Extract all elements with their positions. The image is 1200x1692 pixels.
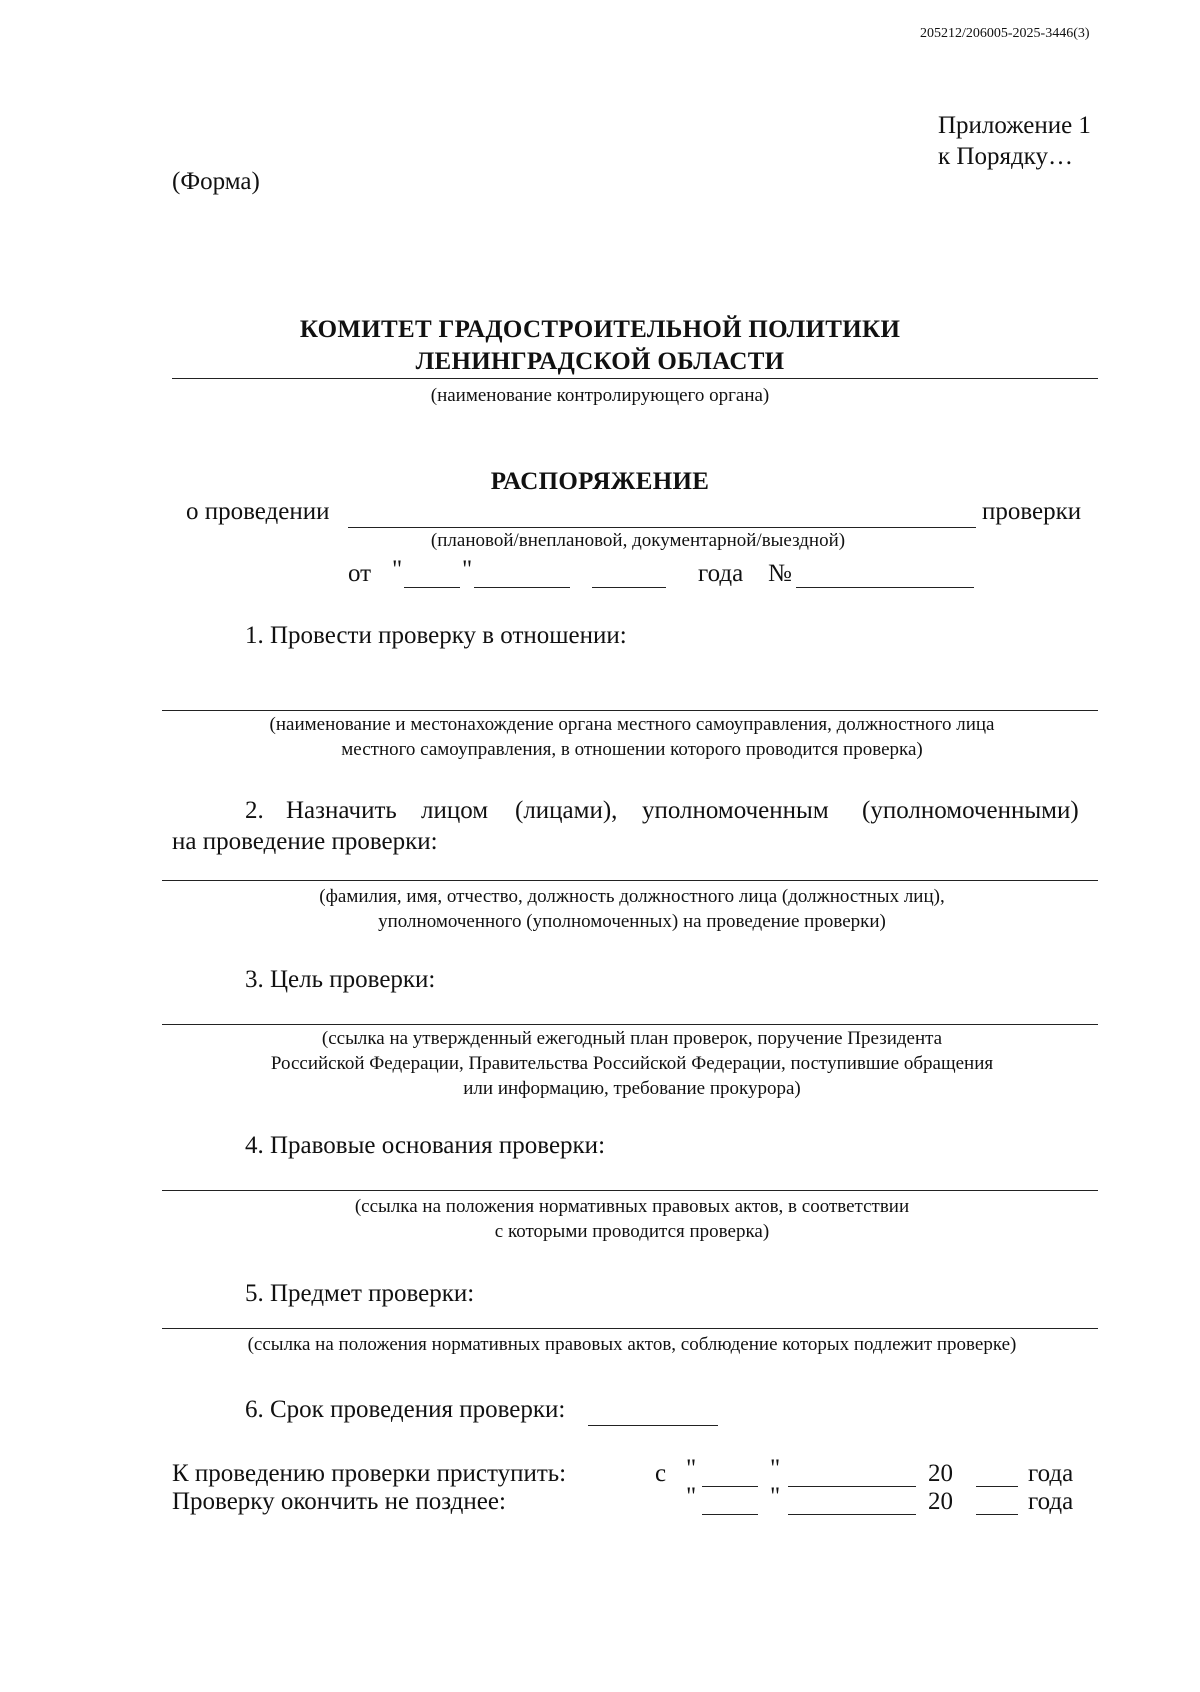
section-3-caption-line2: Российской Федерации, Правительства Российской Федерации, поступившие обращения xyxy=(270,1053,994,1074)
organization-name-line1: КОМИТЕТ ГРАДОСТРОИТЕЛЬНОЙ ПОЛИТИКИ xyxy=(299,316,901,343)
section-6-label: 6. Срок проведения проверки: xyxy=(245,1396,566,1423)
order-suffix: проверки xyxy=(982,498,1082,525)
end-quote-close: " xyxy=(770,1483,781,1510)
start-day-field[interactable] xyxy=(702,1486,758,1487)
start-century: 20 xyxy=(928,1460,953,1487)
start-quote-open: " xyxy=(686,1455,697,1482)
section-1-field[interactable] xyxy=(162,710,1098,711)
end-month-field[interactable] xyxy=(788,1514,916,1515)
end-century: 20 xyxy=(928,1488,953,1515)
date-month-field[interactable] xyxy=(474,587,570,588)
section-1-caption-line2: местного самоуправления, в отношении которого проводится проверка) xyxy=(341,739,923,760)
form-label: (Форма) xyxy=(172,168,260,195)
order-title: РАСПОРЯЖЕНИЕ xyxy=(490,468,710,495)
section-3-field[interactable] xyxy=(162,1024,1098,1025)
section-2-field[interactable] xyxy=(162,880,1098,881)
end-year-field[interactable] xyxy=(976,1514,1018,1515)
organization-name-line2: ЛЕНИНГРАДСКОЙ ОБЛАСТИ xyxy=(415,348,785,375)
start-label: К проведению проверки приступить: xyxy=(172,1460,567,1487)
section-5-label: 5. Предмет проверки: xyxy=(245,1280,475,1307)
section-2-word-person: лицом xyxy=(421,797,489,824)
organization-underline xyxy=(172,378,1098,379)
end-label: Проверку окончить не позднее: xyxy=(172,1488,506,1515)
end-day-field[interactable] xyxy=(702,1514,758,1515)
date-quote-open: " xyxy=(392,556,403,583)
section-4-caption-line2: с которыми проводится проверка) xyxy=(494,1221,770,1242)
start-year-field[interactable] xyxy=(976,1486,1018,1487)
section-5-field[interactable] xyxy=(162,1328,1098,1329)
inspection-type-field[interactable] xyxy=(348,527,976,528)
section-2-word-persons: (лицами), xyxy=(515,797,618,824)
start-month-field[interactable] xyxy=(788,1486,916,1487)
section-1-caption-line1: (наименование и местонахождение органа местного самоуправления, должностного лица xyxy=(269,714,995,735)
order-prefix: о проведении xyxy=(186,498,330,525)
end-year-word: года xyxy=(1028,1488,1074,1515)
start-year-word: года xyxy=(1028,1460,1074,1487)
number-sign: № xyxy=(768,560,792,587)
section-4-field[interactable] xyxy=(162,1190,1098,1191)
section-4-label: 4. Правовые основания проверки: xyxy=(245,1132,606,1159)
end-quote-open: " xyxy=(686,1483,697,1510)
section-1-label: 1. Провести проверку в отношении: xyxy=(245,622,627,649)
document-number: 205212/206005-2025-3446(3) xyxy=(920,26,1090,41)
section-3-caption-line3: или информацию, требование прокурора) xyxy=(463,1078,801,1099)
section-3-caption-line1: (ссылка на утвержденный ежегодный план проверок, поручение Президента xyxy=(321,1028,943,1049)
section-2-word-authorized: уполномоченным xyxy=(642,797,829,824)
section-5-caption: (ссылка на положения нормативных правовых актов, соблюдение которых подлежит проверке) xyxy=(247,1334,1017,1355)
date-quote-close: " xyxy=(462,556,473,583)
inspection-type-caption: (плановой/внеплановой, документарной/выездной) xyxy=(430,530,846,551)
section-2-caption-line2: уполномоченного (уполномоченных) на проведение проверки) xyxy=(378,911,886,932)
start-quote-close: " xyxy=(770,1455,781,1482)
section-2-word-assign: Назначить xyxy=(286,797,397,824)
appendix-label: Приложение 1 xyxy=(938,112,1091,139)
order-number-field[interactable] xyxy=(796,587,974,588)
section-3-label: 3. Цель проверки: xyxy=(245,966,436,993)
section-2-word-authorized-plural: (уполномоченными) xyxy=(862,797,1079,824)
date-year-field[interactable] xyxy=(592,587,666,588)
date-day-field[interactable] xyxy=(404,587,460,588)
start-prefix: с xyxy=(655,1460,667,1487)
section-2-caption-line1: (фамилия, имя, отчество, должность должностного лица (должностных лиц), xyxy=(319,886,945,907)
section-2-number: 2. xyxy=(245,797,264,824)
organization-caption: (наименование контролирующего органа) xyxy=(430,385,770,406)
year-label: года xyxy=(698,560,744,587)
appendix-reference: к Порядку… xyxy=(938,143,1073,170)
section-2-label-line2: на проведение проверки: xyxy=(172,828,438,855)
date-from-label: от xyxy=(348,560,372,587)
section-4-caption-line1: (ссылка на положения нормативных правовых актов, в соответствии xyxy=(354,1196,910,1217)
inspection-duration-field[interactable] xyxy=(588,1425,718,1426)
